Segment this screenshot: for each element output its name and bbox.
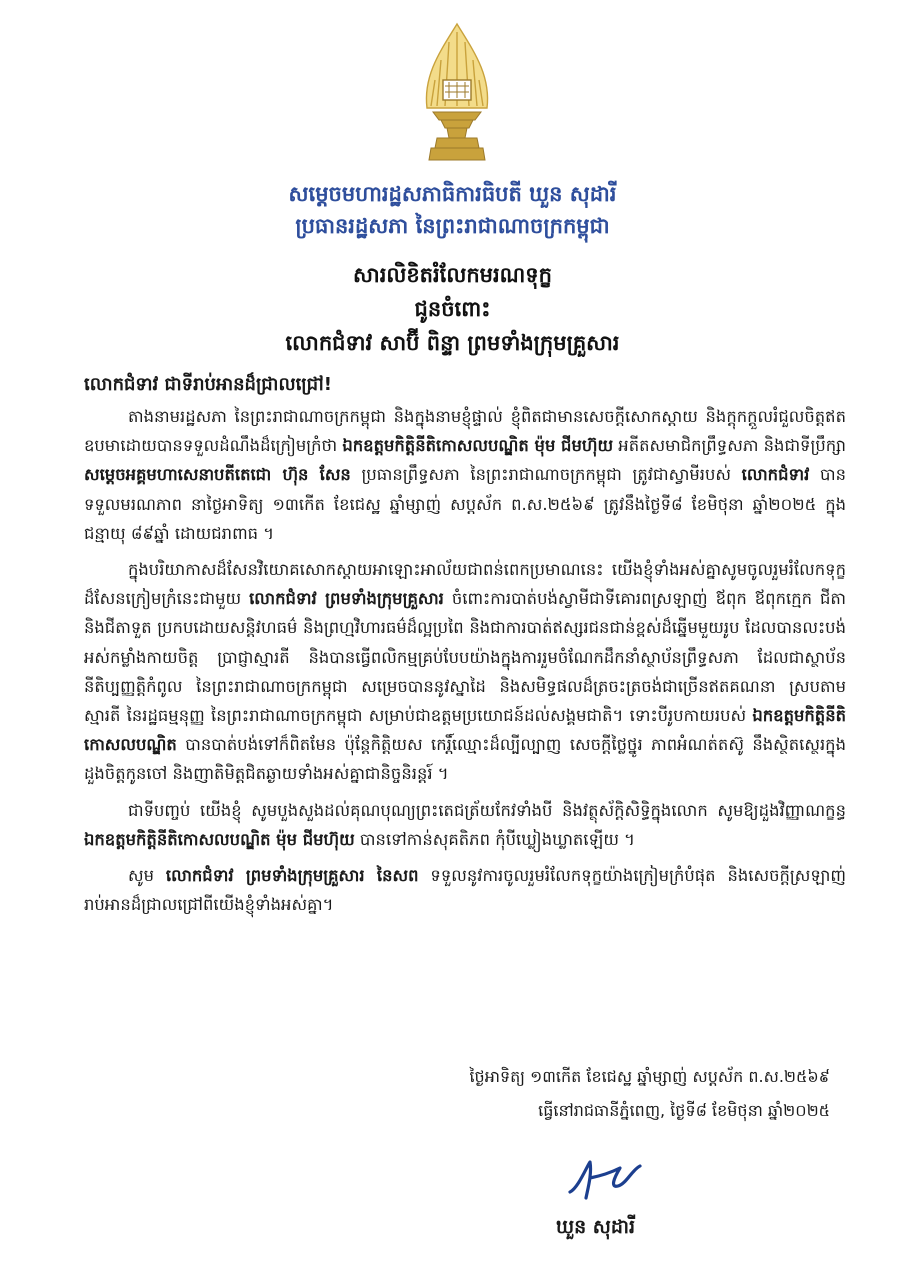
p4-text-c: ទទួលនូវការចូលរួមរំលែកទុក្ខយ៉ាងក្រៀមក្រំបំផុត និងសេចក្តីស្រឡាញ់រាប់អានដ៏ជ្រាលជ្រៅពីយើងខ្ញុំទាំងអស់គ្នា។	[84, 866, 846, 915]
p1-text-a: តាងនាមរដ្ឋសភា នៃព្រះរាជាណាចក្រកម្ពុជា និងក្នុងនាមខ្ញុំផ្ទាល់ ខ្ញុំពិតជាមានសេចក្តីសោកស្តាយ និងក្តុកក្តួលរំជួលចិត្តឥតឧបមាដោយបានទទួលដំណឹងដ៏ក្រៀមក្រំថា	[84, 407, 846, 456]
paragraph-4	[84, 861, 846, 919]
p2-text-e: បានបាត់បង់ទៅក៏ពិតមែន ប៉ុន្តែកិត្តិយស កេរ្តិ៍ឈ្មោះដ៏ល្បីល្បាញ សេចក្តីថ្លៃថ្នូរ ភាពអំណត់តស៊ូ នឹងស្ថិតស្ថេរក្នុងដួងចិត្តកូនចៅ និងញាតិមិត្តជិតឆ្ងាយទាំងអស់គ្នាជានិច្ចនិរន្តរ៍ ។	[84, 735, 846, 784]
letter-to: ជូនចំពោះ	[414, 297, 491, 321]
handwritten-signature-icon	[560, 1148, 680, 1208]
p4-text-a: សូម	[128, 866, 166, 886]
p1-bold-name: ឯកឧត្តមកិត្តិនីតិកោសលបណ្ឌិត ម៉ុម ជីមហ៊ុយ	[342, 436, 614, 456]
national-assembly-emblem-icon	[413, 20, 501, 170]
p1-bold-lok-chumteav: លោកជំទាវ	[741, 465, 810, 485]
paragraph-2	[84, 555, 846, 789]
p1-bold-senate-president: សម្តេចអគ្គមហាសេនាបតីតេជោ ហ៊ុន សែន	[84, 465, 351, 485]
p4-bold-family: លោកជំទាវ ព្រមទាំងក្រុមគ្រួសារ នៃសព	[165, 866, 419, 886]
p2-bold-family: លោកជំទាវ ព្រមទាំងក្រុមគ្រួសារ	[249, 589, 444, 609]
p1-text-c: អតីតសមាជិកព្រឹទ្ធសភា និងជាទីប្រឹក្សា	[613, 436, 846, 456]
p2-bold-title: ឯកឧត្តមកិត្តិនីតិកោសលបណ្ឌិត	[84, 706, 846, 755]
header-position: ប្រធានរដ្ឋសភា នៃព្រះរាជាណាចក្រកម្ពុជា	[295, 214, 610, 238]
paragraph-1	[84, 402, 846, 548]
p3-text-a: ជាទីបញ្ចប់ យើងខ្ញុំ សូមបួងសួងដល់គុណបុណ្យព្រះតេជត្រ័យកែវទាំងបី និងវត្ថុស័ក្តិសិទ្ធិក្នុងលោក សូមឱ្យដួងវិញ្ញាណក្ខន្ធ	[128, 800, 846, 820]
p1-text-g: បានទទួលមរណភាព នាថ្ងៃអាទិត្យ ១៣កើត ខែជេស្ឋ ឆ្នាំម្សាញ់ សប្តស័ក ព.ស.២៥៦៩ ត្រូវនឹងថ្ងៃទី៨ ខែមិថុនា ឆ្នាំ២០២៥ ក្នុងជន្មាយុ ៨៩ឆ្នាំ ដោយជរាពាធ ។	[84, 465, 846, 543]
letter-title: សារលិខិតរំលែកមរណទុក្ខ	[353, 263, 552, 287]
p1-text-e: ប្រធានព្រឹទ្ធសភា នៃព្រះរាជាណាចក្រកម្ពុជា ត្រូវជាស្វាមីរបស់	[350, 465, 742, 485]
paragraph-3	[84, 796, 846, 854]
signer-name: ឃួន សុដារី	[556, 1216, 635, 1238]
header-name: សម្តេចមហារដ្ឋសភាធិការធិបតី ឃួន សុដារី	[288, 182, 617, 206]
p2-text-c: ចំពោះការបាត់បង់ស្វាមីជាទីគោរពស្រឡាញ់ ឪពុក ឪពុកក្មេក ជីតា និងជីតាទួត ប្រកបដោយសន្តិវហធម៌ និងព្រហ្មវិហារធម៌ដ៏ល្អប្រពៃ និងជាការបាត់ឥស្សរជនជាន់ខ្ពស់ដ៏ឆ្នើមមួយរូប ដែលបានលះបង់អស់កម្លាំងកាយចិត្ត ប្រាជ្ញាស្មារតី និងបានធ្វើពលិកម្មគ្រប់បែបយ៉ាងក្នុងការរួមចំណែកដឹកនាំស្ថាប័នព្រឹទ្ធសភា ដែលជាស្ថាប័ននីតិប្បញ្ញត្តិកំពូល នៃព្រះរាជាណាចក្រកម្ពុជា សម្រេចបាននូវស្នាដៃ និងសមិទ្ធផលដ៏ត្រចះត្រចង់ជាច្រើនឥតគណនា ស្របតាមស្មារតី នៃរដ្ឋធម្មនុញ្ញ នៃព្រះរាជាណាចក្រកម្ពុជា សម្រាប់ជាឧត្តមប្រយោជន៍ដល់សង្គមជាតិ។ ទោះបីរូបកាយរបស់	[84, 589, 846, 726]
p3-bold-name: ឯកឧត្តមកិត្តិនីតិកោសលបណ្ឌិត ម៉ុម ជីមហ៊ុយ	[84, 829, 355, 849]
p2-text-a: ក្នុងបរិយាកាសដ៏សែនវិយោគសោកស្តាយអាឡោះអាល័យជាពន់ពេកប្រមាណនេះ យើងខ្ញុំទាំងអស់គ្នាសូមចូលរួមរំលែកទុក្ខដ៏សែនក្រៀមក្រំនេះជាមួយ	[84, 560, 846, 609]
letter-body	[84, 402, 846, 926]
p3-text-c: បានទៅកាន់សុគតិភព កុំបីឃ្លៀងឃ្លាតឡើយ ។	[354, 829, 635, 849]
lunar-date: ថ្ងៃអាទិត្យ ១៣កើត ខែជេស្ឋ ឆ្នាំម្សាញ់ សប្តស័ក ព.ស.២៥៦៩	[469, 1067, 830, 1086]
letter-recipient: លោកជំទាវ សាប៊ី ពិន្ទា ព្រមទាំងក្រុមគ្រួសារ	[285, 331, 620, 355]
salutation: លោកជំទាវ ជាទីរាប់អានដ៏ជ្រាលជ្រៅ!	[84, 374, 333, 395]
place-and-date: ធ្វើនៅរាជធានីភ្នំពេញ, ថ្ងៃទី៨ ខែមិថុនា ឆ្នាំ២០២៥	[538, 1101, 830, 1120]
